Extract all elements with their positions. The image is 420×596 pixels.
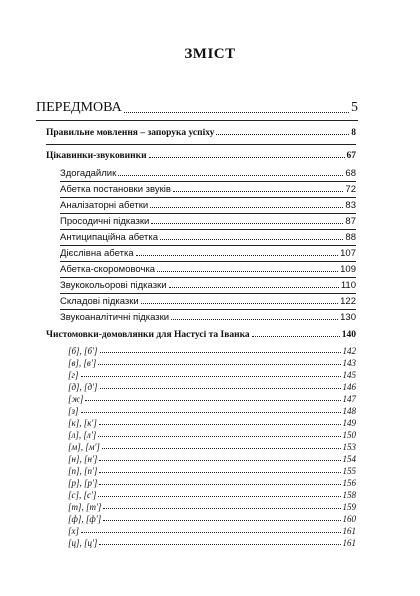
dot-leader	[216, 134, 349, 135]
dot-leader	[100, 352, 341, 353]
toc-page-number: 154	[342, 454, 356, 464]
dot-leader	[98, 364, 340, 365]
dot-leader	[136, 255, 339, 256]
toc-entry-label: [д], [д']	[68, 382, 98, 392]
toc-page-number: 140	[341, 330, 356, 340]
toc-page-number: 109	[340, 264, 356, 275]
toc-entry-label: [н], [н']	[68, 454, 98, 464]
toc-page-number: 159	[342, 502, 356, 512]
toc-entry-item[interactable]	[68, 358, 356, 368]
toc-page-number: 143	[342, 358, 356, 368]
divider	[36, 120, 358, 121]
dot-leader	[103, 508, 340, 509]
toc-entry-label: [п], [п']	[68, 466, 98, 476]
toc-entry-label: [з]	[68, 406, 79, 416]
toc-entry-section[interactable]	[46, 128, 356, 138]
divider	[60, 309, 356, 310]
toc-entry-label: [ц], [ц']	[68, 538, 98, 548]
dot-leader	[99, 460, 340, 461]
toc-entry-label: [ф], [ф']	[68, 514, 102, 524]
divider	[60, 197, 356, 198]
toc-entry-subsection[interactable]	[60, 296, 356, 307]
toc-page-number: 146	[342, 382, 356, 392]
toc-entry-label: Просодичні підказки	[60, 216, 150, 227]
toc-entry-item[interactable]	[68, 526, 356, 536]
toc-entry-label: Аналізаторні абетки	[60, 200, 149, 211]
toc-entry-item[interactable]	[68, 406, 356, 416]
toc-entry-label: [х]	[68, 526, 79, 536]
dot-leader	[252, 336, 340, 337]
toc-page-number: 130	[340, 312, 356, 323]
toc-entry-label: Чистомовки-домовлянки для Настусі та Іванка	[46, 330, 250, 340]
dot-leader	[99, 472, 340, 473]
dot-leader	[124, 112, 349, 113]
dot-leader	[150, 207, 343, 208]
divider	[46, 144, 356, 145]
toc-entry-label: Абетка постановки звуків	[60, 184, 171, 195]
toc-entry-label: [т], [т']	[68, 502, 102, 512]
toc-entry-item[interactable]	[68, 514, 356, 524]
toc-page-number: 88	[345, 232, 356, 243]
toc-entry-subsection[interactable]	[60, 168, 356, 179]
toc-entry-label: Правильне мовлення – запорука успіху	[46, 128, 215, 138]
toc-entry-preface[interactable]	[36, 100, 358, 116]
toc-entry-label: Звукоаналітичні підказки	[60, 312, 170, 323]
toc-entry-item[interactable]	[68, 502, 356, 512]
toc-entry-label: ПЕРЕДМОВА	[36, 100, 122, 115]
divider	[60, 293, 356, 294]
dot-leader	[103, 520, 340, 521]
toc-entry-label: [л], [л']	[68, 430, 97, 440]
toc-page-number: 156	[342, 478, 356, 488]
divider	[60, 245, 356, 246]
dot-leader	[173, 191, 344, 192]
toc-entry-label: [с], [с']	[68, 490, 97, 500]
toc-entry-item[interactable]	[68, 538, 356, 548]
dot-leader	[171, 319, 338, 320]
toc-entry-item[interactable]	[68, 442, 356, 452]
toc-entry-label: Абетка-скоромовочка	[60, 264, 156, 275]
toc-entry-subsection[interactable]	[60, 216, 356, 227]
toc-entry-label: Цікавинки-звуковинки	[46, 151, 147, 161]
toc-entry-item[interactable]	[68, 466, 356, 476]
toc-page-number: 122	[340, 296, 356, 307]
dot-leader	[141, 303, 338, 304]
dot-leader	[100, 388, 341, 389]
toc-page-number: 68	[345, 168, 356, 179]
toc-entry-label: Звукокольорові підказки	[60, 280, 167, 291]
dot-leader	[98, 436, 340, 437]
toc-page-number: 149	[342, 418, 356, 428]
toc-entry-subsection[interactable]	[60, 280, 356, 291]
dot-leader	[81, 532, 341, 533]
toc-page-number: 8	[351, 128, 356, 138]
toc-entry-item[interactable]	[68, 478, 356, 488]
toc-entry-subsection[interactable]	[60, 312, 356, 323]
toc-entry-label: Дієслівна абетка	[60, 248, 134, 259]
toc-entry-subsection[interactable]	[60, 200, 356, 211]
toc-entry-subsection[interactable]	[60, 248, 356, 259]
toc-entry-label: Складові підказки	[60, 296, 139, 307]
dot-leader	[81, 412, 341, 413]
toc-entry-subsection[interactable]	[60, 264, 356, 275]
dot-leader	[157, 271, 338, 272]
toc-entry-item[interactable]	[68, 394, 356, 404]
toc-page-number: 67	[346, 151, 356, 161]
toc-entry-label: [в], [в']	[68, 358, 97, 368]
toc-entry-label: [б], [б']	[68, 346, 98, 356]
dot-leader	[151, 223, 343, 224]
toc-entry-label: Здогадайлик	[60, 168, 117, 179]
toc-page-number: 5	[351, 100, 358, 115]
toc-page-number: 145	[342, 370, 356, 380]
toc-entry-label: [ж]	[68, 394, 84, 404]
toc-entry-item[interactable]	[68, 490, 356, 500]
dot-leader	[98, 496, 340, 497]
toc-page-number: 153	[342, 442, 356, 452]
toc-page-number: 148	[342, 406, 356, 416]
toc-page-number: 161	[342, 526, 356, 536]
toc-entry-section[interactable]	[46, 330, 356, 340]
divider	[60, 213, 356, 214]
page-title: ЗМІСТ	[184, 46, 236, 62]
toc-entry-label: [м], [м']	[68, 442, 100, 452]
toc-entry-item[interactable]	[68, 382, 356, 392]
divider	[60, 181, 356, 182]
toc-page-number: 160	[342, 514, 356, 524]
toc-entry-subsection[interactable]	[60, 232, 356, 243]
divider	[60, 229, 356, 230]
toc-page-number: 161	[342, 538, 356, 548]
toc-page-number: 147	[342, 394, 356, 404]
dot-leader	[149, 157, 345, 158]
toc-page-number: 155	[342, 466, 356, 476]
toc-page-number: 142	[342, 346, 356, 356]
toc-entry-item[interactable]	[68, 430, 356, 440]
toc-entry-item[interactable]	[68, 346, 356, 356]
dot-leader	[102, 448, 341, 449]
toc-entry-item[interactable]	[68, 418, 356, 428]
toc-entry-item[interactable]	[68, 454, 356, 464]
toc-entry-label: [р], [р']	[68, 478, 98, 488]
toc-page-number: 110	[340, 280, 356, 291]
dot-leader	[160, 239, 343, 240]
dot-leader	[99, 484, 340, 485]
toc-page-number: 87	[345, 216, 356, 227]
toc-entry-subsection[interactable]	[60, 184, 356, 195]
toc-page-number: 72	[345, 184, 356, 195]
toc-entry-label: [к], [к']	[68, 418, 97, 428]
toc-entry-item[interactable]	[68, 370, 356, 380]
dot-leader	[118, 175, 343, 176]
toc-page-number: 158	[342, 490, 356, 500]
dot-leader	[81, 376, 341, 377]
toc-page-number: 107	[340, 248, 356, 259]
dot-leader	[99, 544, 340, 545]
toc-entry-label: [г]	[68, 370, 79, 380]
divider	[60, 277, 356, 278]
toc-entry-section[interactable]	[46, 151, 356, 161]
toc-page-number: 83	[345, 200, 356, 211]
dot-leader	[99, 424, 341, 425]
divider	[60, 261, 356, 262]
dot-leader	[85, 400, 340, 401]
toc-page-number: 150	[342, 430, 356, 440]
toc-entry-label: Антиципаційна абетка	[60, 232, 159, 243]
dot-leader	[169, 287, 339, 288]
